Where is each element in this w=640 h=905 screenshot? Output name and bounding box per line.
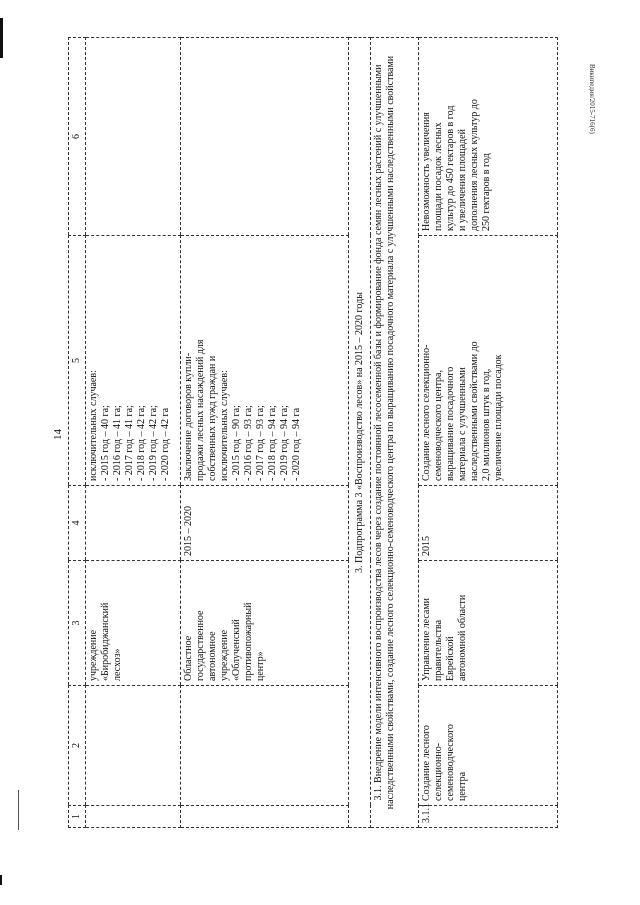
period-cell: 2015 – 2020	[181, 486, 349, 561]
text-line: материала с улучшенными	[457, 367, 468, 481]
text-line: увеличение площади посадок	[493, 354, 504, 481]
cell-empty	[86, 806, 181, 828]
page-number: 14	[52, 429, 64, 440]
text-line: - 2019 год – 42 га;	[148, 405, 159, 481]
subsection-row	[371, 38, 419, 828]
measure-cell	[419, 686, 558, 806]
text-line: «Биробиджанский	[100, 602, 111, 681]
text-line: и увеличения площадей	[457, 129, 468, 231]
text-line: дополнения лесных культур до	[469, 99, 480, 231]
text-line: - 2016 год – 41 га;	[112, 405, 123, 481]
table-row	[181, 38, 349, 828]
header-cell: 4	[69, 486, 86, 561]
text-line: Еврейской	[445, 636, 456, 681]
text-line: Создание лесного селекционно-	[421, 344, 432, 481]
text-line: 250 гектаров в год	[481, 153, 492, 231]
text-line: наследственными свойствами до	[469, 341, 480, 481]
executor-cell	[419, 561, 558, 686]
cell-empty	[181, 38, 349, 236]
text-line: семеноводческого	[445, 724, 456, 801]
text-line: площади посадок лесных	[433, 122, 444, 231]
text-line: - 2019 год – 94 га;	[279, 405, 290, 481]
result-cell	[181, 236, 349, 486]
text-line: - 2015 год – 40 га;	[100, 405, 111, 481]
program-table	[68, 37, 558, 828]
header-cell: 5	[69, 236, 86, 486]
header-cell: 1	[69, 806, 86, 828]
text-line: правительства	[433, 619, 444, 681]
scan-line-left	[18, 790, 19, 830]
result-cell	[86, 236, 181, 486]
consequence-cell	[419, 38, 558, 236]
executor-cell	[181, 561, 349, 686]
text-line: - 2015 год – 90 га;	[231, 405, 242, 481]
header-cell: 6	[69, 38, 86, 236]
text-line: центра	[457, 771, 468, 801]
document-code: Википедия/2015-716(6)	[588, 64, 596, 134]
text-line: выращивание посадочного	[445, 366, 456, 481]
executor-cell	[86, 561, 181, 686]
text-line: продажи лесных насаждений для	[195, 339, 206, 481]
text-line: лесхоз»	[112, 648, 123, 681]
cell-empty	[86, 486, 181, 561]
text-line: Управление лесами	[421, 597, 432, 681]
text-line: учреждение	[88, 629, 99, 681]
text-line: - 2016 год – 93 га;	[243, 405, 254, 481]
header-row	[69, 38, 86, 828]
cell-empty	[181, 686, 349, 806]
text-line: автономной области	[457, 594, 468, 681]
text-line: - 2017 год – 41 га;	[124, 405, 135, 481]
section-title: 3. Подпрограмма 3 «Воспроизводство лесов» на 2015 – 2020 годы	[349, 38, 371, 828]
text-line: - 2018 год – 42 га;	[136, 405, 147, 481]
text-line: Невозможность увеличения	[421, 112, 432, 231]
period-cell: 2015	[419, 486, 558, 561]
item-number: 3.1.1	[419, 806, 558, 828]
text-line: - 2020 год – 42 га	[160, 407, 171, 481]
text-line: центр»	[255, 651, 266, 681]
text-line: - 2017 год – 93 га;	[255, 405, 266, 481]
table-row	[86, 38, 181, 828]
section-row	[349, 38, 371, 828]
text-line: государственное	[195, 610, 206, 681]
text-line: собственных нужд граждан и	[207, 355, 218, 481]
subsection-text: 3.1. Внедрение модели интенсивного воспроизводства лесов через создание постоянной лесосеменной базы и формирование фонда семян лесных растений с улучшенными наследственными свойствами, создание лесного селекционно-семеноводческого центра по выращиванию посадочного материала с улучшенными наследственными свойствами	[371, 38, 419, 828]
text-line: исключительных случаев:	[219, 370, 230, 481]
text-line: Областное	[183, 635, 194, 681]
header-cell: 2	[69, 686, 86, 806]
rotated-table-container	[68, 38, 558, 828]
text-line: исключительных случаев:	[88, 370, 99, 481]
text-line: противопожарный	[243, 602, 254, 681]
text-line: - 2018 год – 94 га;	[267, 405, 278, 481]
text-line: культур до 450 гектаров в год	[445, 105, 456, 231]
text-line: семеноводческого центра,	[433, 369, 444, 481]
text-line: селекционно-	[433, 742, 444, 801]
text-line: 2,0 миллионов штук в год,	[481, 368, 492, 481]
text-line: «Облученский	[231, 619, 242, 681]
text-line: учреждение	[219, 629, 230, 681]
text-line: Заключение договоров купли-	[183, 352, 194, 481]
text-line: Создание лесного	[421, 725, 432, 801]
scan-mark-top	[0, 18, 3, 58]
table-row	[419, 38, 558, 828]
header-cell: 3	[69, 561, 86, 686]
cell-empty	[86, 686, 181, 806]
text-line: - 2020 год – 94 га	[291, 407, 302, 481]
text-line: автономное	[207, 631, 218, 681]
scan-mark-bottom	[0, 875, 2, 885]
cell-empty	[181, 806, 349, 828]
cell-empty	[86, 38, 181, 236]
result-cell	[419, 236, 558, 486]
